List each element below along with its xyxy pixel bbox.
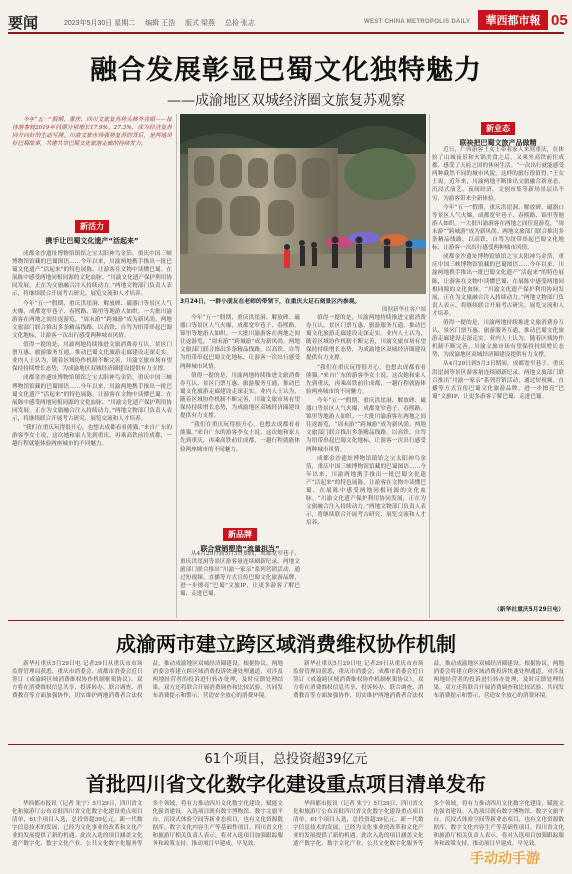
- section-divider: [8, 744, 564, 745]
- box-new-vitality-tag: 新活力: [75, 220, 109, 233]
- section-divider: [8, 620, 564, 621]
- lead-subhead: ——成渝地区双城经济圈文旅复苏观察: [167, 93, 405, 109]
- photo-caption: 3月24日，一群小朋友在老师的带领下，在重庆大足石刻景区内参观。: [180, 299, 361, 305]
- grotto-photo-illustration: [180, 114, 426, 294]
- story2-text: 新华社重庆5月29日电 记者29日从重庆市市场监督管理局获悉，重庆市消委会、成都市消委会近日签订《成渝跨区域消费维权协作机制框架协议》，双方将在消费维权信息共享、投诉转办、联合调查、消费教育等方面加强协作，切实维护两地消费者合法权益，推动成渝地区双城经济圈建设。根据协议，两地消委会将建立跨区域消费投诉快速处理通道，对涉及两地经营者的投诉进行转办处理，及时反馈处理结果。双方还将联合开展消费调查和比较试验，共同发布消费提示和警示，营造安全放心的消费环境。 新华社重庆5月29日电 记者29日从重庆市市场监督管理局获悉，重庆市消委会、成都市消委会近日签订《成渝跨区域消费维权协作机制框架协议》，双方将在消费维权信息共享、投诉转办、联合调查、消费教育等方面加强协作，切实维护两地消费者合法权益，推动成渝地区双城经济圈建设。根据协议，两地消委会将建立跨区域消费投诉快速处理通道，对涉及两地经营者的投诉进行转办处理，及时反馈处理结果。双方还将联合开展消费调查和比较试验，共同发布消费提示和警示，营造安全放心的消费环境。: [12, 661, 564, 700]
- lead-column-3: 值得一提的是，川渝两地持续推进文旅消费券互认、景区门票互惠、旅游服务互通，推动巴蜀文化旅游走廊建设走深走实。业内人士认为，随着区域协作机制不断完善，川渝文旅市场有望保持持续增长态势，为成渝地区双城经济圈建设提供有力支撑。 “我们在重庆玩得很开心，也想去成都看看熊猫。”来自广东的游客李女士说，这次她和家人先到重庆，再乘高铁前往成都，一趟行程就能体验两座城市的不同魅力。 今年“五一”假期，重庆洪崖洞、解放碑、磁器口等景区人气火爆，成都宽窄巷子、春熙路、锦里等地游人如织。一大批川渝游客在两地之间往返游览，“周末游”“跨城游”成为新风尚。两地文旅部门联合推出多条精品线路，以高铁、自驾为纽带串起巴蜀文化地标，让游客一次出行感受两种城市风情。 成都金沙遗址博物馆镇馆之宝太阳神鸟金箔，重庆中国三峡博物馆馆藏的巴蜀图语……今年以来，川渝两地携手推出一批巴蜀文化遗产“活起来”的特色展陈，让游客在文物中读懂巴蜀、在展陈中感受两地同根同源的文化血脉。“川渝文化遗产保护利用协同发展，正在为文旅融合注入持续动力。”两地文物部门负责人表示，将继续联合开展考古研究、展览交流和人才培养。: [306, 315, 426, 527]
- issue-date: 2023年5月30日 星期二: [64, 20, 136, 27]
- designer-credit: 版式 梁燕: [185, 20, 216, 27]
- box-new-brand-title: 联合营销塑造“流量担当”: [200, 545, 280, 553]
- box-new-format-tag: 新业态: [481, 122, 515, 135]
- editor-credit: 编辑 王浩: [145, 20, 176, 27]
- english-masthead: WEST CHINA METROPOLIS DAILY: [364, 19, 471, 25]
- page-number: 05: [551, 12, 568, 29]
- lead-column-2: 今年“五一”假期，重庆洪崖洞、解放碑、磁器口等景区人气火爆，成都宽窄巷子、春熙路、锦里等地游人如织。一大批川渝游客在两地之间往返游览，“周末游”“跨城游”成为新风尚。两地文旅部门联合推出多条精品线路，以高铁、自驾为纽带串起巴蜀文化地标，让游客一次出行感受两种城市风情。 值得一提的是，川渝两地持续推进文旅消费券互认、景区门票互惠、旅游服务互通，推动巴蜀文化旅游走廊建设走深走实。业内人士认为，随着区域协作机制不断完善，川渝文旅市场有望保持持续增长态势，为成渝地区双城经济圈建设提供有力支撑。 “我们在重庆玩得很开心，也想去成都看看熊猫。”来自广东的游客李女士说，这次她和家人先到重庆，再乘高铁前往成都，一趟行程就能体验两座城市的不同魅力。: [180, 315, 300, 453]
- lead-headline: 融合发展彰显巴蜀文化独特魅力: [90, 55, 482, 86]
- box-new-format-text: 近日，广西游客王女士带着家人来到重庆，在体验了山城夜景和火锅美食之后，又乘坐高铁前往成都，感受了天府之国的休闲生活。“一次出行就能感受两种截然不同的城市风貌，这样的旅行很值得。”王女士说。近年来，川渝两地不断推出文旅融合新业态，沉浸式演艺、夜间经济、文创市集等新场景层出不穷，为游客带来全新体验。 今年“五一”假期，重庆洪崖洞、解放碑、磁器口等景区人气火爆，成都宽窄巷子、春熙路、锦里等地游人如织。一大批川渝游客在两地之间往返游览，“周末游”“跨城游”成为新风尚。两地文旅部门联合推出多条精品线路，以高铁、自驾为纽带串起巴蜀文化地标，让游客一次出行感受两种城市风情。 成都金沙遗址博物馆镇馆之宝太阳神鸟金箔，重庆中国三峡博物馆馆藏的巴蜀图语……今年以来，川渝两地携手推出一批巴蜀文化遗产“活起来”的特色展陈，让游客在文物中读懂巴蜀、在展陈中感受两地同根同源的文化血脉。“川渝文化遗产保护利用协同发展，正在为文旅融合注入持续动力。”两地文物部门负责人表示，将继续联合开展考古研究、展览交流和人才培养。 值得一提的是，川渝两地持续推进文旅消费券互认、景区门票互惠、旅游服务互通，推动巴蜀文化旅游走廊建设走深走实。业内人士认为，随着区域协作机制不断完善，川渝文旅市场有望保持持续增长态势，为成渝地区双城经济圈建设提供有力支撑。 从4月29日到5月3日期间，成都宽窄巷子、重庆洪崖洞等景区游客量连续刷新纪录。两地文旅部门联合推出“川渝一家亲”系列营销活动，通过短视频、直播等方式宣传巴蜀文化旅游品牌，进一步擦亮“巴蜀”文旅IP，让更多游客了解巴蜀、走进巴蜀。: [432, 147, 564, 400]
- site-watermark: 手动动手游: [470, 851, 540, 867]
- box-new-brand-tag: 新品牌: [223, 528, 257, 541]
- box-new-format: [432, 116, 564, 148]
- column-divider: [429, 114, 430, 618]
- photo-credit: 图据新华社客户端: [381, 307, 426, 313]
- lead-photo: [180, 114, 426, 294]
- story3-kicker: 61个项目，总投资超39亿元: [204, 752, 368, 767]
- box-new-vitality: [12, 214, 172, 246]
- story3-text: 华西都市报讯（记者 朱宁）5月29日，四川省文化和旅游厅公布首批四川省文化数字化建设重点项目清单，61个项目入选，总投资超39亿元。新一代数字信息技术的发展，已经为文化事业的改革和文化产业的发展提供了新的机遇。此次入选的项目涵盖文化遗产数字化、数字文化产业、公共文化数字化服务等多个领域，将有力推动四川文化数字化建设，赋能文化强省建设。入选项目既有数字博物馆、数字文旅平台、沉浸式体验空间等新业态项目，也有文化资源数据库、数字文化内容生产等基础性项目。四川省文化和旅游厅相关负责人表示，将对入选项目加强跟踪服务和政策支持，推动项目早建成、早见效。 华西都市报讯（记者 朱宁）5月29日，四川省文化和旅游厅公布首批四川省文化数字化建设重点项目清单，61个项目入选，总投资超39亿元。新一代数字信息技术的发展，已经为文化事业的改革和文化产业的发展提供了新的机遇。此次入选的项目涵盖文化遗产数字化、数字文化产业、公共文化数字化服务等多个领域，将有力推动四川文化数字化建设，赋能文化强省建设。入选项目既有数字博物馆、数字文旅平台、沉浸式体验空间等新业态项目，也有文化资源数据库、数字文化内容生产等基础性项目。四川省文化和旅游厅相关负责人表示，将对入选项目加强跟踪服务和政策支持，推动项目早建成、早见效。: [12, 801, 564, 848]
- story2-headline: 成渝两市建立跨区域消费维权协作机制: [116, 632, 456, 656]
- column-divider: [176, 114, 177, 618]
- proof-credit: 总检 张志: [224, 20, 255, 27]
- section-title: 要闻: [8, 14, 39, 32]
- masthead-meta: [64, 18, 263, 28]
- lead-intro: 今年“五一”假期，重庆、四川文旅复苏势头格外亮眼——接待游客较2019年同期分别增长17.9%、27.3%，成为经济复苏回升向好的生动写照。川渝文旅市场强势复苏的背后，是两地讲好巴蜀故事，共建共享巴蜀文化旅游走廊的持续发力。: [12, 117, 172, 148]
- story3-headline: 首批四川省文化数字化建设重点项目清单发布: [86, 772, 486, 796]
- newspaper-logo: 華西都市報: [478, 10, 548, 30]
- box-new-vitality-title: 携手让巴蜀文化遗产“活起来”: [45, 237, 139, 245]
- box-new-format-title: 联袂把巴蜀文旅产品做精: [459, 139, 537, 147]
- box-new-brand-text: 从4月29日到5月3日期间，成都宽窄巷子、重庆洪崖洞等景区游客量连续刷新纪录。两地文旅部门联合推出“川渝一家亲”系列营销活动，通过短视频、直播等方式宣传巴蜀文化旅游品牌，进一步擦亮“巴蜀”文旅IP，让更多游客了解巴蜀、走进巴蜀。: [180, 551, 300, 598]
- lead-column-1: 成都金沙遗址博物馆镇馆之宝太阳神鸟金箔，重庆中国三峡博物馆馆藏的巴蜀图语……今年以来，川渝两地携手推出一批巴蜀文化遗产“活起来”的特色展陈，让游客在文物中读懂巴蜀、在展陈中感受两地同根同源的文化血脉。“川渝文化遗产保护利用协同发展，正在为文旅融合注入持续动力。”两地文物部门负责人表示，将继续联合开展考古研究、展览交流和人才培养。 今年“五一”假期，重庆洪崖洞、解放碑、磁器口等景区人气火爆，成都宽窄巷子、春熙路、锦里等地游人如织。一大批川渝游客在两地之间往返游览，“周末游”“跨城游”成为新风尚。两地文旅部门联合推出多条精品线路，以高铁、自驾为纽带串起巴蜀文化地标，让游客一次出行感受两种城市风情。 值得一提的是，川渝两地持续推进文旅消费券互认、景区门票互惠、旅游服务互通，推动巴蜀文化旅游走廊建设走深走实。业内人士认为，随着区域协作机制不断完善，川渝文旅市场有望保持持续增长态势，为成渝地区双城经济圈建设提供有力支撑。 成都金沙遗址博物馆镇馆之宝太阳神鸟金箔，重庆中国三峡博物馆馆藏的巴蜀图语……今年以来，川渝两地携手推出一批巴蜀文化遗产“活起来”的特色展陈，让游客在文物中读懂巴蜀、在展陈中感受两地同根同源的文化血脉。“川渝文化遗产保护利用协同发展，正在为文旅融合注入持续动力。”两地文物部门负责人表示，将继续联合开展考古研究、展览交流和人才培养。 “我们在重庆玩得很开心，也想去成都看看熊猫。”来自广东的游客李女士说，这次她和家人先到重庆，再乘高铁前往成都，一趟行程就能体验两座城市的不同魅力。: [12, 251, 172, 448]
- story-credit: （新华社重庆5月29日电）: [493, 607, 564, 613]
- masthead: [8, 10, 568, 34]
